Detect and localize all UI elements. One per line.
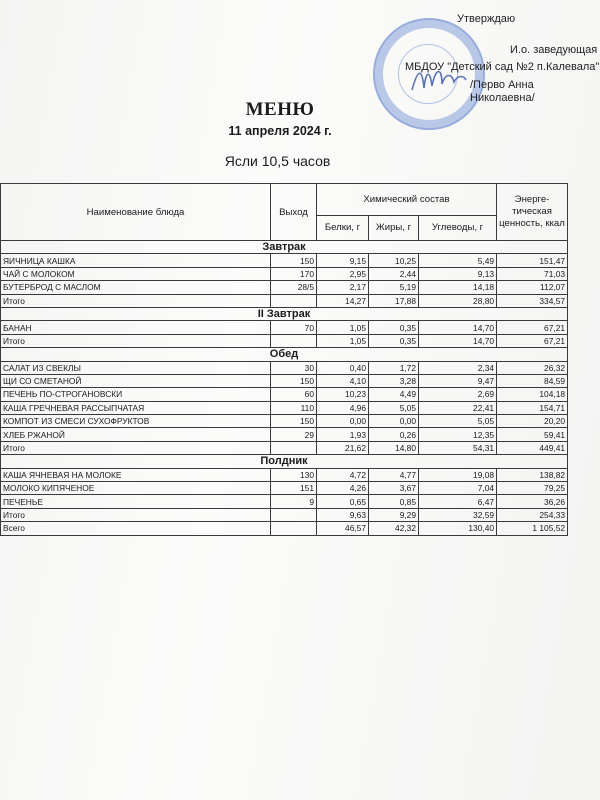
dish-protein: 10,23 xyxy=(317,388,369,401)
dish-name: ПЕЧЕНЬЕ xyxy=(1,495,271,508)
dish-name: ПЕЧЕНЬ ПО-СТРОГАНОВСКИ xyxy=(1,388,271,401)
header-carbs: Углеводы, г xyxy=(419,215,497,240)
grand-total-energy: 1 105,52 xyxy=(497,522,568,535)
header-chemical: Химический состав xyxy=(317,184,497,216)
dish-carbs: 6,47 xyxy=(419,495,497,508)
dish-output: 60 xyxy=(271,388,317,401)
table-row xyxy=(1,468,568,481)
total-protein: 1,05 xyxy=(317,334,369,347)
dish-protein: 0,65 xyxy=(317,495,369,508)
total-protein: 21,62 xyxy=(317,441,369,454)
dish-fat: 1,72 xyxy=(369,361,419,374)
total-output-empty xyxy=(271,508,317,521)
total-energy: 254,33 xyxy=(497,508,568,521)
dish-name: КАША ГРЕЧНЕВАЯ РАССЫПЧАТАЯ xyxy=(1,401,271,414)
approval-title: Утверждаю xyxy=(457,13,516,25)
total-label: Итого xyxy=(1,441,271,454)
dish-fat: 5,05 xyxy=(369,401,419,414)
table-row xyxy=(1,254,568,267)
dish-fat: 4,49 xyxy=(369,388,419,401)
header-energy: Энерге-тическая ценность, ккал xyxy=(497,184,568,241)
header-protein: Белки, г xyxy=(317,215,369,240)
total-output-empty xyxy=(271,334,317,347)
dish-output: 150 xyxy=(271,374,317,387)
dish-carbs: 14,70 xyxy=(419,321,497,334)
dish-fat: 3,67 xyxy=(369,482,419,495)
table-row xyxy=(1,495,568,508)
dish-protein: 2,95 xyxy=(317,267,369,280)
dish-carbs: 9,47 xyxy=(419,374,497,387)
menu-table-body xyxy=(1,241,568,536)
dish-output: 70 xyxy=(271,321,317,334)
dish-fat: 2,44 xyxy=(369,267,419,280)
total-protein: 14,27 xyxy=(317,294,369,307)
dish-fat: 5,19 xyxy=(369,281,419,294)
dish-protein: 4,96 xyxy=(317,401,369,414)
dish-fat: 4,77 xyxy=(369,468,419,481)
dish-output: 170 xyxy=(271,267,317,280)
approval-org: МБДОУ "Детский сад №2 п.Калевала" xyxy=(405,61,600,73)
total-energy: 449,41 xyxy=(497,441,568,454)
section-header-row xyxy=(1,348,568,361)
dish-fat: 0,26 xyxy=(369,428,419,441)
dish-energy: 36,26 xyxy=(497,495,568,508)
document-subtitle: Ясли 10,5 часов xyxy=(224,153,331,169)
dish-output: 150 xyxy=(271,254,317,267)
dish-fat: 3,28 xyxy=(369,374,419,387)
table-row xyxy=(1,281,568,294)
dish-output: 151 xyxy=(271,482,317,495)
dish-name: ЯИЧНИЦА КАШКА xyxy=(1,254,271,267)
total-output-empty xyxy=(271,294,317,307)
table-row xyxy=(1,267,568,280)
dish-energy: 84,59 xyxy=(497,374,568,387)
section-title: Обед xyxy=(1,348,568,361)
dish-protein: 4,10 xyxy=(317,374,369,387)
table-row xyxy=(1,388,568,401)
dish-fat: 0,35 xyxy=(369,321,419,334)
dish-energy: 112,07 xyxy=(497,281,568,294)
document-title: МЕНЮ xyxy=(245,99,315,120)
dish-fat: 10,25 xyxy=(369,254,419,267)
total-row xyxy=(1,334,568,347)
total-label: Итого xyxy=(1,334,271,347)
dish-output: 28/5 xyxy=(271,281,317,294)
dish-carbs: 9,13 xyxy=(419,267,497,280)
total-label: Итого xyxy=(1,508,271,521)
dish-name: БАНАН xyxy=(1,321,271,334)
dish-fat: 0,00 xyxy=(369,415,419,428)
dish-protein: 0,40 xyxy=(317,361,369,374)
table-row xyxy=(1,415,568,428)
dish-fat: 0,85 xyxy=(369,495,419,508)
dish-carbs: 2,69 xyxy=(419,388,497,401)
document-date: 11 апреля 2024 г. xyxy=(228,124,332,138)
section-title: II Завтрак xyxy=(1,307,568,320)
dish-name: САЛАТ ИЗ СВЕКЛЫ xyxy=(1,361,271,374)
dish-energy: 20,20 xyxy=(497,415,568,428)
header-dish-name: Наименование блюда xyxy=(1,184,271,241)
table-row xyxy=(1,482,568,495)
dish-name: КОМПОТ ИЗ СМЕСИ СУХОФРУКТОВ xyxy=(1,415,271,428)
dish-carbs: 5,49 xyxy=(419,254,497,267)
total-label: Итого xyxy=(1,294,271,307)
total-energy: 67,21 xyxy=(497,334,568,347)
dish-carbs: 14,18 xyxy=(419,281,497,294)
table-row xyxy=(1,428,568,441)
approval-name: /Перво Анна Николаевна/ xyxy=(470,79,535,104)
dish-energy: 79,25 xyxy=(497,482,568,495)
dish-carbs: 12,35 xyxy=(419,428,497,441)
dish-protein: 2,17 xyxy=(317,281,369,294)
header-fat: Жиры, г xyxy=(369,215,419,240)
dish-energy: 59,41 xyxy=(497,428,568,441)
total-energy: 334,57 xyxy=(497,294,568,307)
dish-carbs: 19,08 xyxy=(419,468,497,481)
total-protein: 9,63 xyxy=(317,508,369,521)
dish-name: МОЛОКО КИПЯЧЕНОЕ xyxy=(1,482,271,495)
dish-carbs: 22,41 xyxy=(419,401,497,414)
dish-carbs: 7,04 xyxy=(419,482,497,495)
dish-energy: 26,32 xyxy=(497,361,568,374)
dish-protein: 1,93 xyxy=(317,428,369,441)
grand-total-label: Всего xyxy=(1,522,271,535)
dish-name: ХЛЕБ РЖАНОЙ xyxy=(1,428,271,441)
table-row xyxy=(1,401,568,414)
section-header-row xyxy=(1,241,568,254)
dish-name: КАША ЯЧНЕВАЯ НА МОЛОКЕ xyxy=(1,468,271,481)
total-fat: 0,35 xyxy=(369,334,419,347)
dish-energy: 67,21 xyxy=(497,321,568,334)
grand-total-row xyxy=(1,522,568,535)
dish-energy: 151,47 xyxy=(497,254,568,267)
total-fat: 17,88 xyxy=(369,294,419,307)
dish-protein: 4,26 xyxy=(317,482,369,495)
dish-output: 29 xyxy=(271,428,317,441)
section-header-row xyxy=(1,455,568,468)
grand-total-output-empty xyxy=(271,522,317,535)
dish-output: 150 xyxy=(271,415,317,428)
dish-protein: 0,00 xyxy=(317,415,369,428)
dish-carbs: 2,34 xyxy=(419,361,497,374)
grand-total-carbs: 130,40 xyxy=(419,522,497,535)
table-row xyxy=(1,321,568,334)
dish-protein: 4,72 xyxy=(317,468,369,481)
dish-name: БУТЕРБРОД С МАСЛОМ xyxy=(1,281,271,294)
dish-output: 30 xyxy=(271,361,317,374)
total-carbs: 28,80 xyxy=(419,294,497,307)
dish-carbs: 5,05 xyxy=(419,415,497,428)
dish-name: ЩИ СО СМЕТАНОЙ xyxy=(1,374,271,387)
total-carbs: 54,31 xyxy=(419,441,497,454)
grand-total-fat: 42,32 xyxy=(369,522,419,535)
section-title: Завтрак xyxy=(1,241,568,254)
total-row xyxy=(1,441,568,454)
dish-energy: 154,71 xyxy=(497,401,568,414)
table-row xyxy=(1,374,568,387)
dish-energy: 71,03 xyxy=(497,267,568,280)
total-fat: 9,29 xyxy=(369,508,419,521)
total-row xyxy=(1,508,568,521)
section-header-row xyxy=(1,307,568,320)
total-carbs: 32,59 xyxy=(419,508,497,521)
total-row xyxy=(1,294,568,307)
approval-role: И.о. заведующая xyxy=(510,44,598,56)
dish-energy: 138,82 xyxy=(497,468,568,481)
dish-protein: 9,15 xyxy=(317,254,369,267)
total-fat: 14,80 xyxy=(369,441,419,454)
dish-protein: 1,05 xyxy=(317,321,369,334)
dish-name: ЧАЙ С МОЛОКОМ xyxy=(1,267,271,280)
header-output: Выход xyxy=(271,184,317,241)
table-row xyxy=(1,361,568,374)
total-carbs: 14,70 xyxy=(419,334,497,347)
grand-total-protein: 46,57 xyxy=(317,522,369,535)
section-title: Полдник xyxy=(1,455,568,468)
dish-energy: 104,18 xyxy=(497,388,568,401)
dish-output: 130 xyxy=(271,468,317,481)
total-output-empty xyxy=(271,441,317,454)
menu-table xyxy=(0,183,568,536)
dish-output: 9 xyxy=(271,495,317,508)
dish-output: 110 xyxy=(271,401,317,414)
